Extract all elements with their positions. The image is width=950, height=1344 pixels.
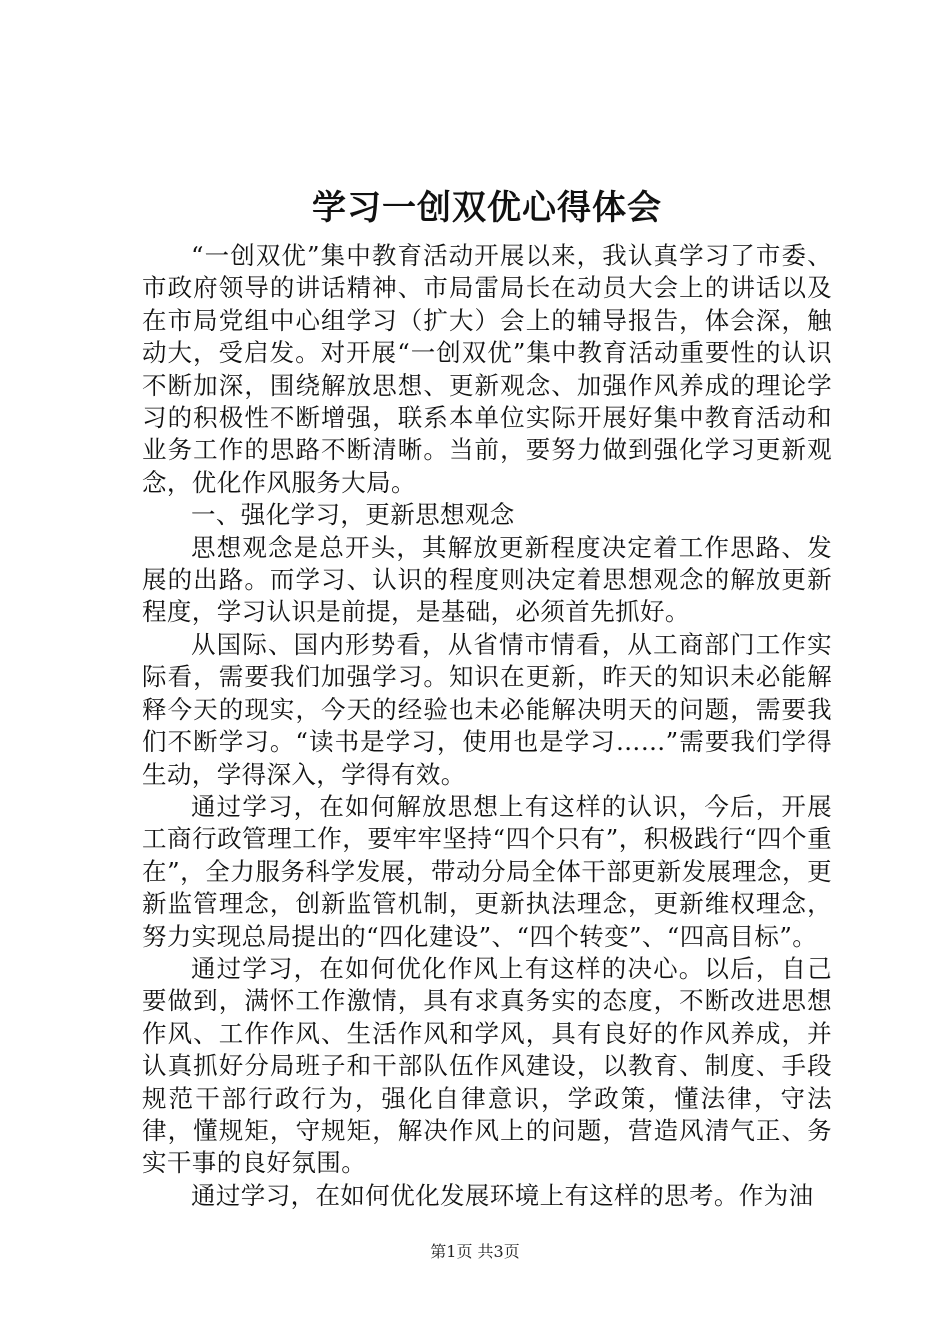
- paragraph-intro: “一创双优”集中教育活动开展以来，我认真学习了市委、市政府领导的讲话精神、市局雷局长在动员大会上的讲话以及在市局党组中心组学习（扩大）会上的辅导报告，体会深，触动大，受启发。对开展“一创双优”集中教育活动重要性的认识不断加深，围绕解放思想、更新观念、加强作风养成的理论学习的积极性不断增强，联系本单位实际开展好集中教育活动和业务工作的思路不断清晰。当前，要努力做到强化学习更新观念，优化作风服务大局。: [142, 241, 832, 497]
- section-heading-1: 一、强化学习，更新思想观念: [191, 500, 515, 530]
- document-title: 学习一创双优心得体会: [312, 188, 662, 228]
- document-page: [142, 182, 832, 1212]
- page-footer: 第1页 共3页: [430, 1242, 520, 1261]
- paragraph-2: 思想观念是总开头，其解放更新程度决定着工作思路、发展的出路。而学习、认识的程度则决定着思想观念的解放更新程度，学习认识是前提，是基础，必须首先抓好。: [142, 532, 832, 627]
- paragraph-5: 通过学习，在如何优化作风上有这样的决心。以后，自己要做到，满怀工作激情，具有求真务实的态度，不断改进思想作风、工作作风、生活作风和学风，具有良好的作风养成，并认真抓好分局班子和干部队伍作风建设，以教育、制度、手段规范干部行政行为，强化自律意识，学政策，懂法律，守法律，懂规矩，守规矩，解决作风上的问题，营造风清气正、务实干事的良好氛围。: [142, 953, 832, 1178]
- paragraph-6: 通过学习，在如何优化发展环境上有这样的思考。作为油: [191, 1180, 814, 1210]
- document-body: [142, 240, 832, 1212]
- paragraph-4: 通过学习，在如何解放思想上有这样的认识，今后，开展工商行政管理工作，要牢牢坚持“四个只有”，积极践行“四个重在”，全力服务科学发展，带动分局全体干部更新发展理念，更新监管理念，创新监管机制，更新执法理念，更新维权理念，努力实现总局提出的“四化建设”、“四个转变”、“四高目标”。: [142, 791, 832, 951]
- paragraph-3: 从国际、国内形势看，从省情市情看，从工商部门工作实际看，需要我们加强学习。知识在更新，昨天的知识未必能解释今天的现实，今天的经验也未必能解决明天的问题，需要我们不断学习。“读书是学习，使用也是学习……”需要我们学得生动，学得深入，学得有效。: [142, 629, 832, 789]
